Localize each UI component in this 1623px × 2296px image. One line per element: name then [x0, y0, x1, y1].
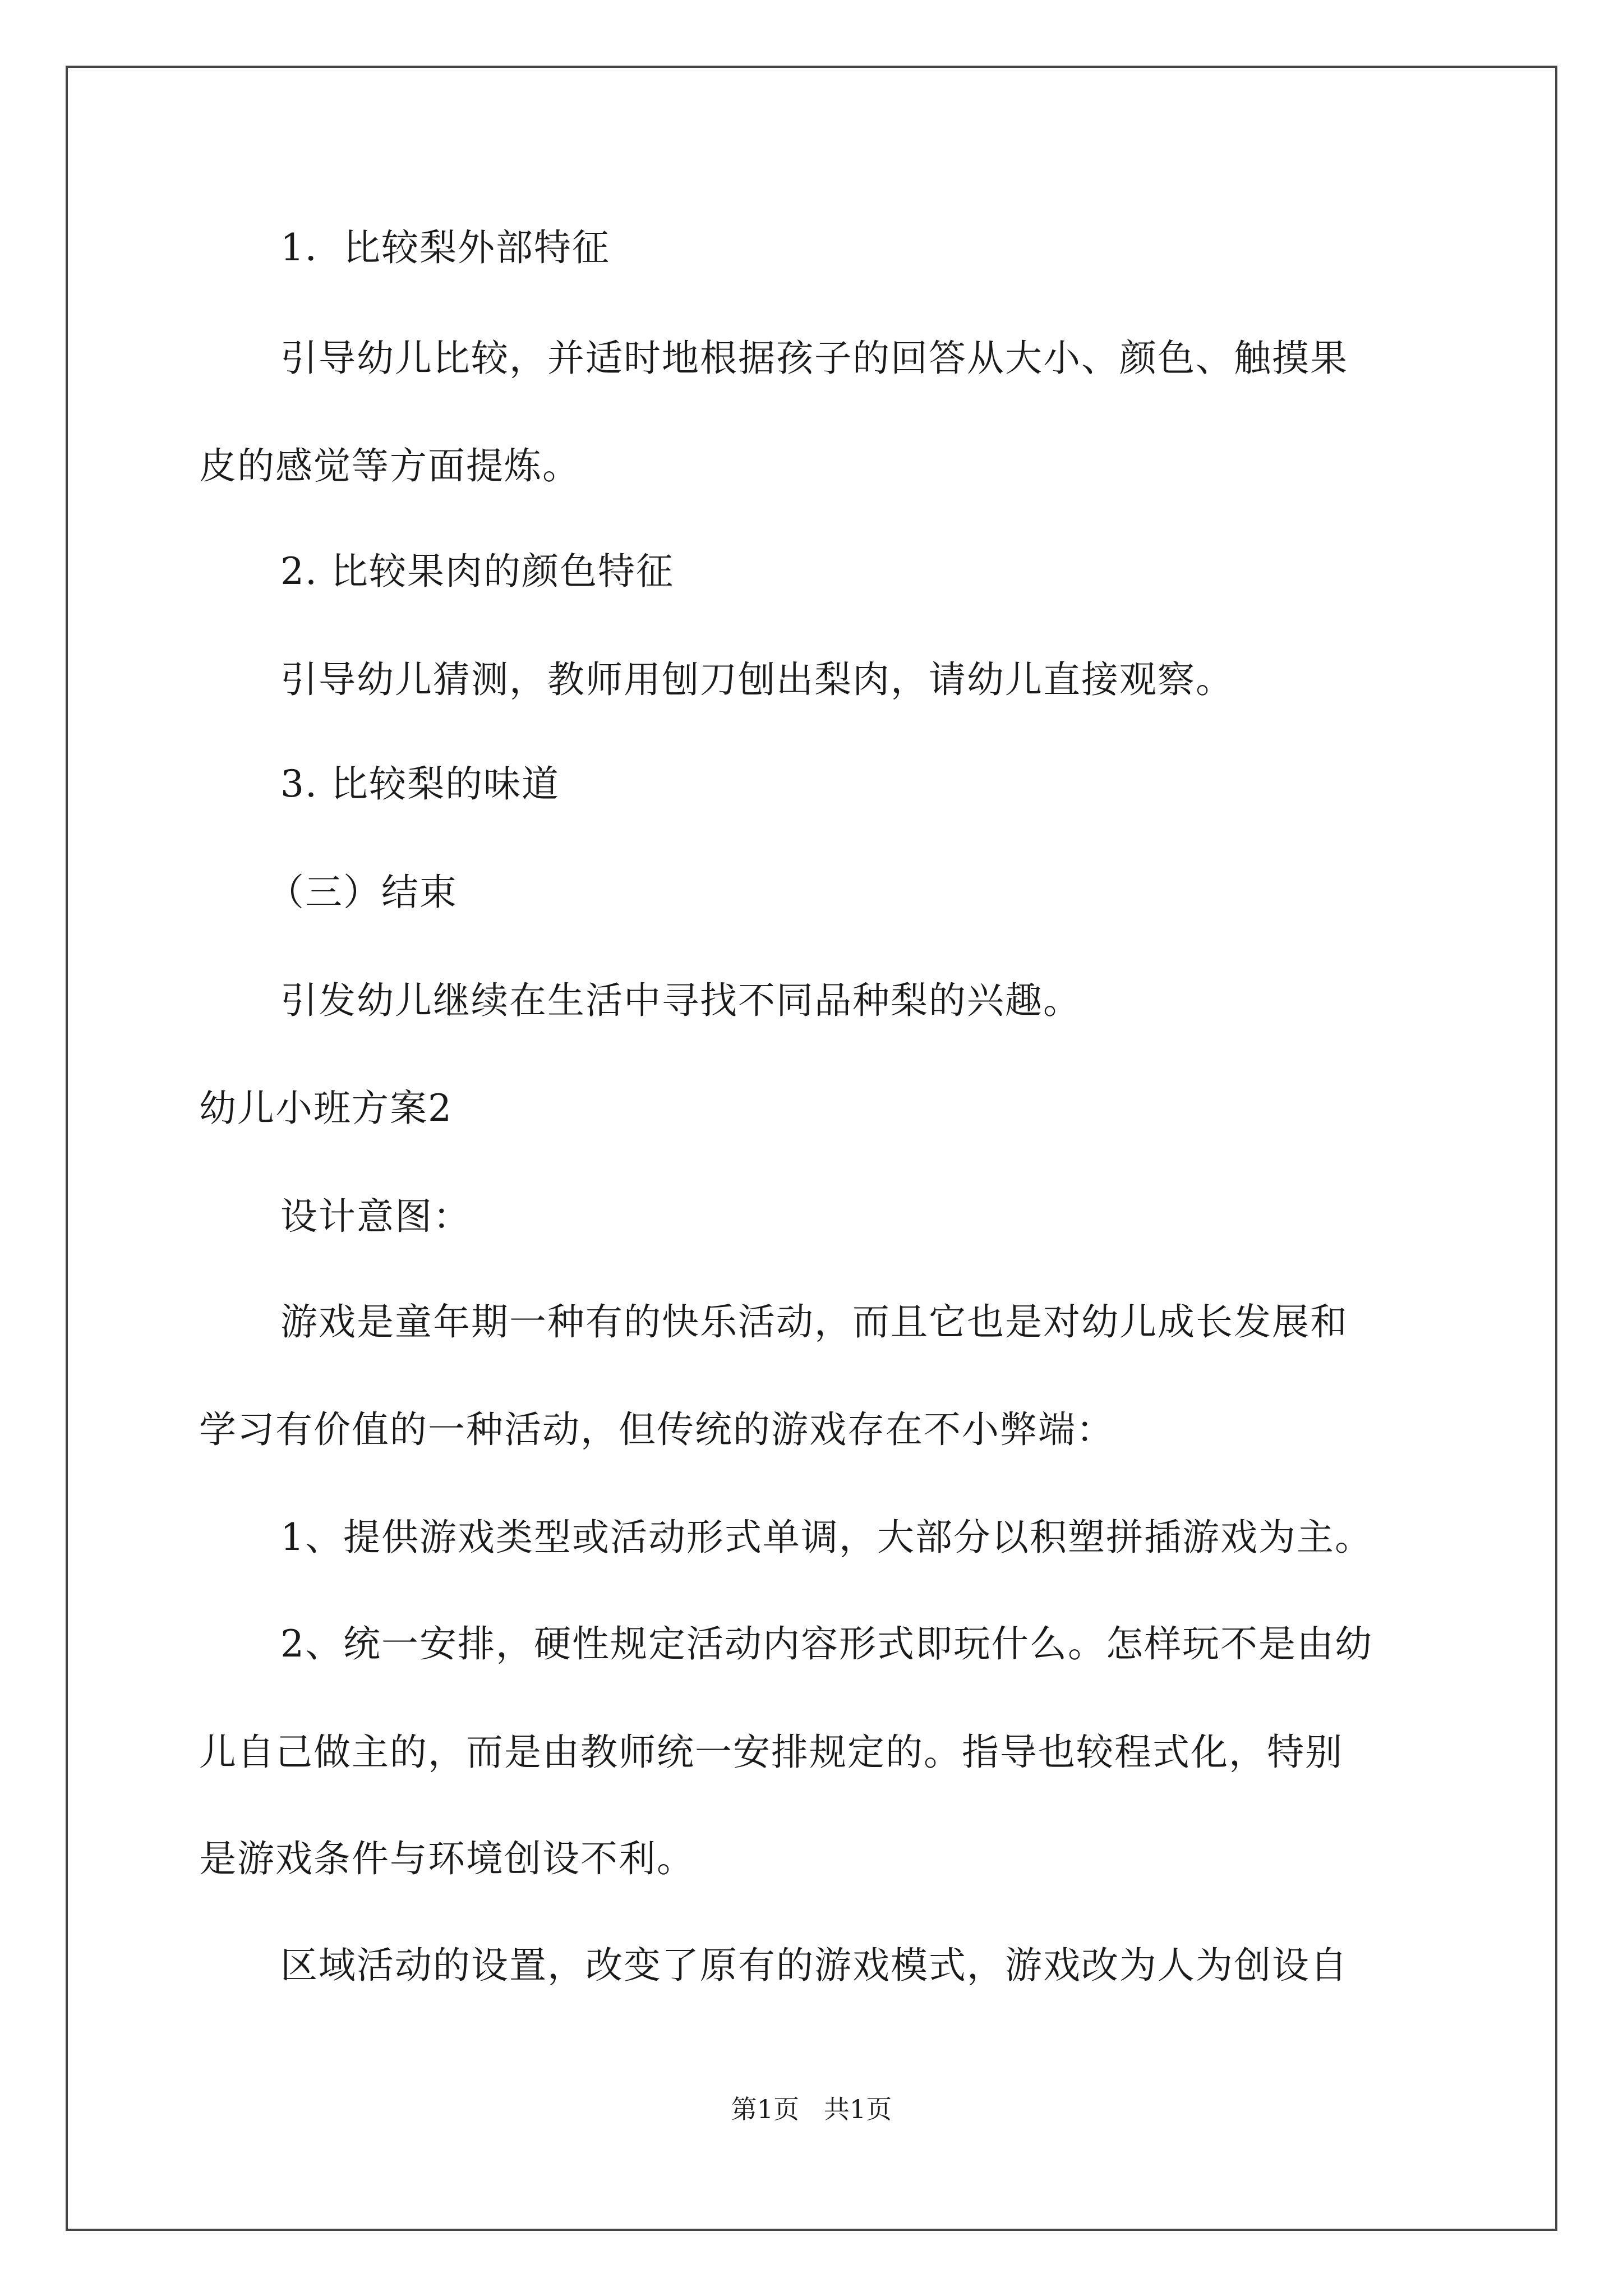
text-line: 引发幼儿继续在生活中寻找不同品种梨的兴趣。: [280, 979, 1081, 1022]
text-line: 是游戏条件与环境创设不利。: [199, 1837, 695, 1880]
text-line: 游戏是童年期一种有的快乐活动，而且它也是对幼儿成长发展和: [280, 1300, 1348, 1343]
text-line: 学习有价值的一种活动，但传统的游戏存在不小弊端：: [199, 1408, 1114, 1451]
text-line: 1．比较梨外部特征: [280, 226, 610, 269]
text-line: 设计意图：: [280, 1195, 471, 1238]
page-footer: 第1页 共1页: [731, 2094, 892, 2124]
text-line: 2、统一安排，硬性规定活动内容形式即玩什么。怎样玩不是由幼: [280, 1622, 1373, 1665]
text-line: 1、提供游戏类型或活动形式单调，大部分以积塑拼插游戏为主。: [280, 1516, 1373, 1559]
page-border: [66, 66, 1557, 2231]
text-line: 3. 比较梨的味道: [280, 762, 560, 806]
text-line: （三）结束: [267, 871, 458, 914]
text-line: 儿自己做主的，而是由教师统一安排规定的。指导也较程式化，特别: [199, 1731, 1343, 1774]
text-line: 皮的感觉等方面提炼。: [199, 444, 580, 487]
text-line: 2. 比较果肉的颜色特征: [280, 550, 674, 593]
text-line: 引导幼儿比较，并适时地根据孩子的回答从大小、颜色、触摸果: [280, 337, 1348, 380]
text-line: 区域活动的设置，改变了原有的游戏模式，游戏改为人为创设自: [280, 1944, 1348, 1987]
text-line: 引导幼儿猜测，教师用刨刀刨出梨肉，请幼儿直接观察。: [280, 658, 1234, 701]
section-heading: 幼儿小班方案2: [199, 1087, 453, 1130]
